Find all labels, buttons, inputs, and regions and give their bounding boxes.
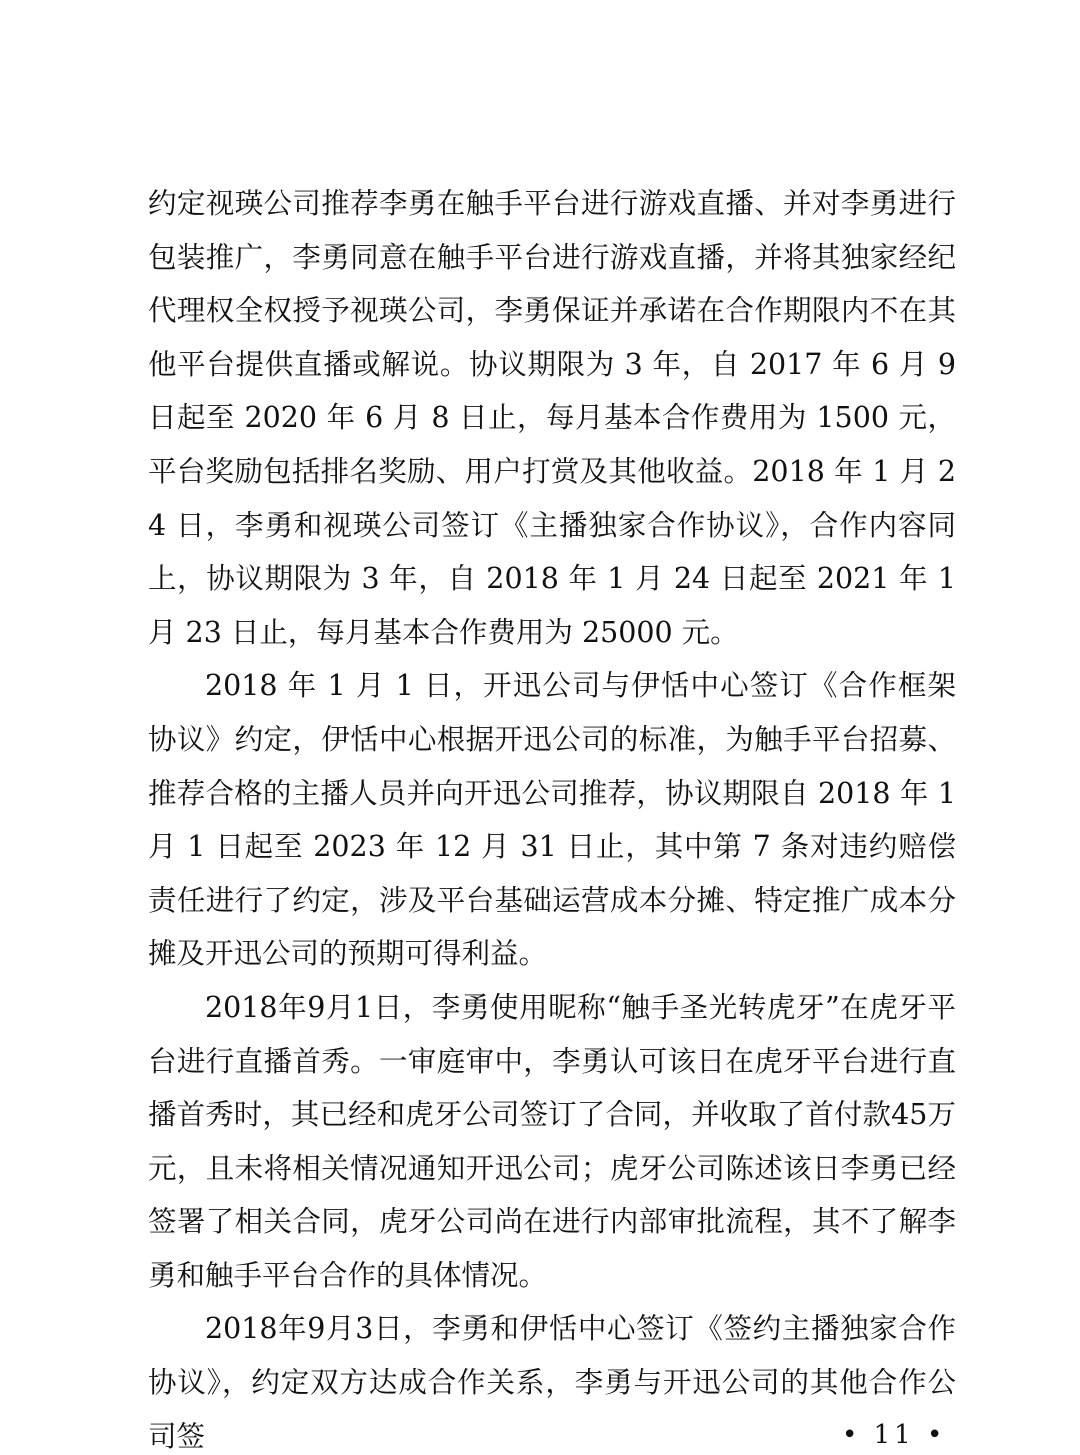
page-number: • 11 • [842, 1420, 947, 1450]
paragraph-huya-debut: 2018年9月1日，李勇使用昵称“触手圣光转虎牙”在虎牙平台进行直播首秀。一审庭审中，李勇认可该日在虎牙平台进行直播首秀时，其已经和虎牙公司签订了合同，并收取了首付款45万元，且未将相关情况通知开迅公司；虎牙公司陈述该日李勇已经签署了相关合同，虎牙公司尚在进行内部审批流程，其不了解李勇和触手平台合作的具体情况。 [148, 990, 956, 1292]
paragraph-framework-agreement: 2018 年 1 月 1 日，开迅公司与伊恬中心签订《合作框架协议》约定，伊恬中心根据开迅公司的标准，为触手平台招募、推荐合格的主播人员并向开迅公司推荐，协议期限自 2018 年 1 月 1 日起至 2023 年 12 月 31 日止，其中第 7 条对违约赔偿责任进行了约定，涉及平台基础运营成本分摊、特定推广成本分摊及开迅公司的预期可得利益。 [148, 669, 956, 971]
body-text [148, 177, 956, 1455]
paragraph-contract-shijun: 约定视瑛公司推荐李勇在触手平台进行游戏直播、并对李勇进行包装推广，李勇同意在触手平台进行游戏直播，并将其独家经纪代理权全权授予视瑛公司，李勇保证并承诺在合作期限内不在其他平台提供直播或解说。协议期限为 3 年，自 2017 年 6 月 9 日起至 2020 年 6 月 8 日止，每月基本合作费用为 1500 元，平台奖励包括排名奖励、用户打赏及其他收益。2018 年 1 月 24 日，李勇和视瑛公司签订《主播独家合作协议》，合作内容同上，协议期限为 3 年，自 2018 年 1 月 24 日起至 2021 年 1 月 23 日止，每月基本合作费用为 25000 元。 [148, 187, 956, 649]
paragraph-yitian-contract: 2018年9月3日，李勇和伊恬中心签订《签约主播独家合作协议》，约定双方达成合作关系，李勇与开迅公司的其他合作公司签 [148, 1312, 956, 1453]
